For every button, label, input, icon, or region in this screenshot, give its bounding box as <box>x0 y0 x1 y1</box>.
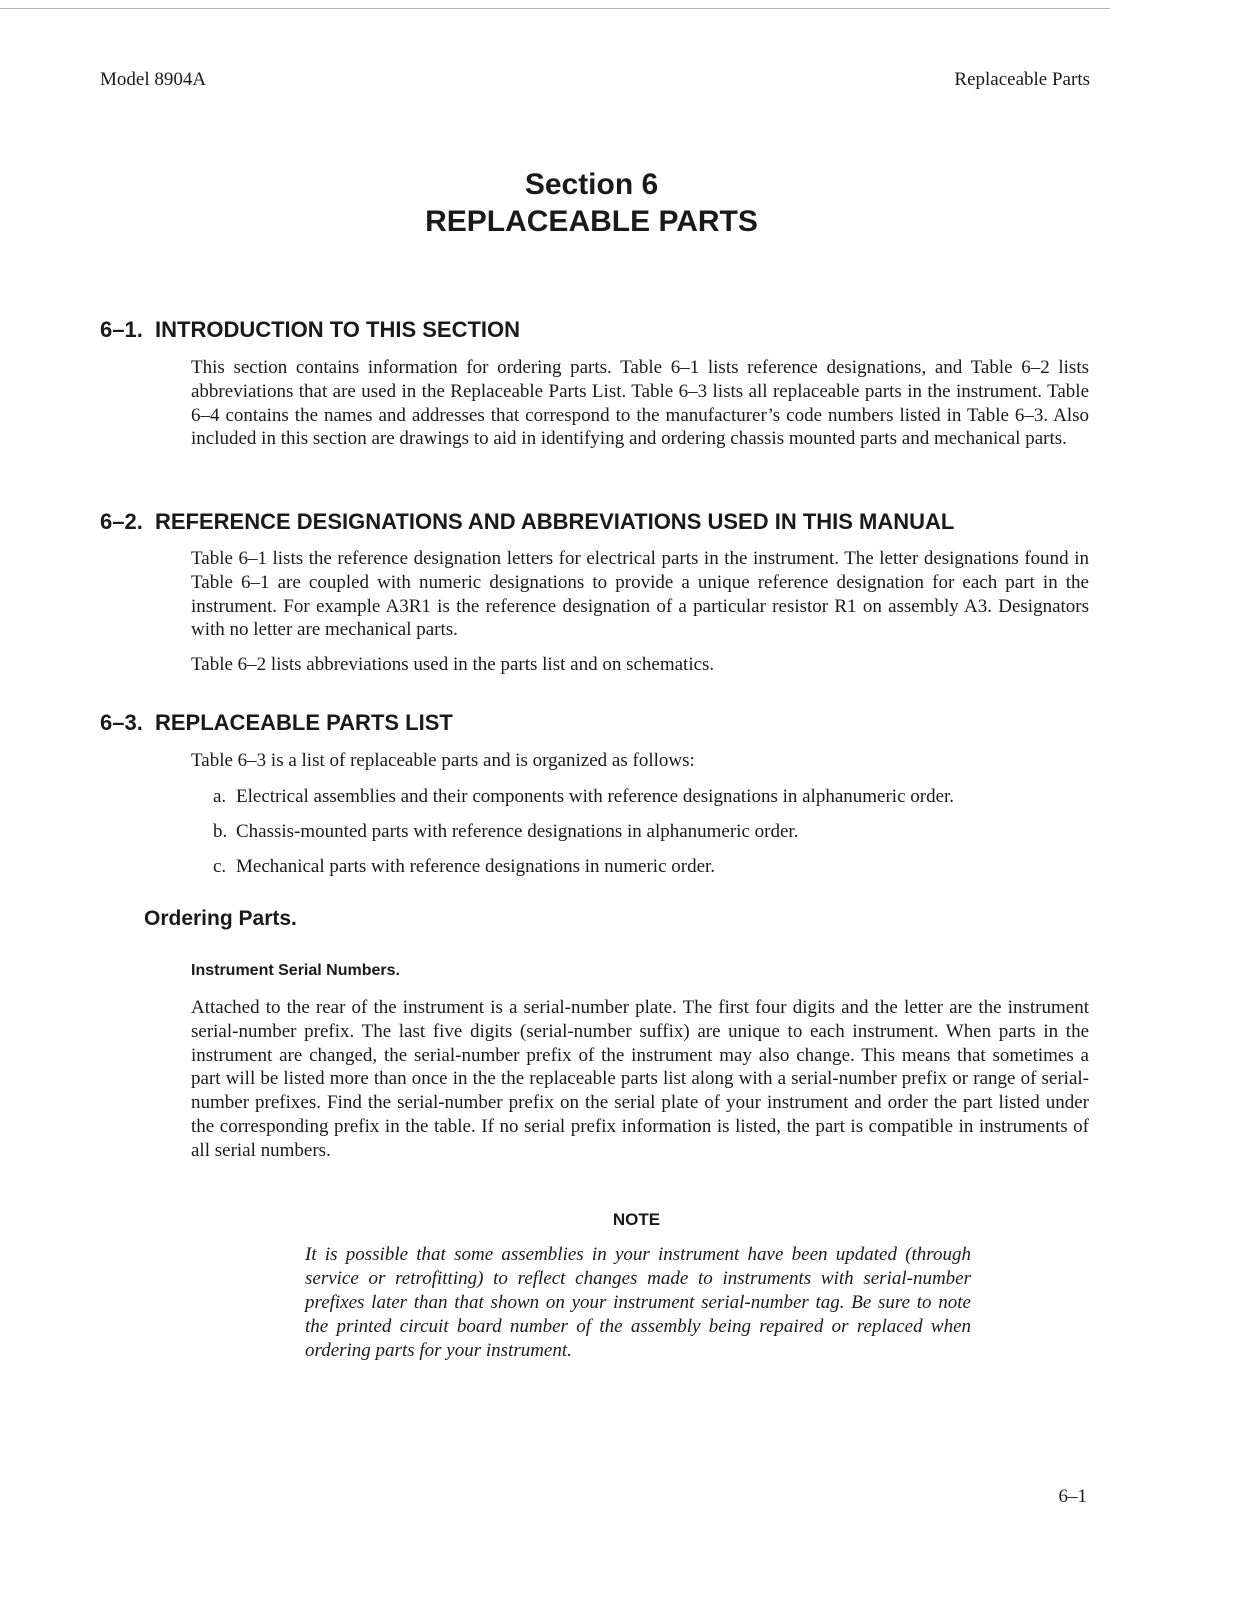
heading-6-3 <box>100 710 453 736</box>
page-number: 6–1 <box>1058 1486 1087 1507</box>
running-header-chapter: Replaceable Parts <box>954 69 1090 90</box>
section-title-name: REPLACEABLE PARTS <box>425 205 758 238</box>
heading-6-1 <box>100 317 520 343</box>
list-marker: b. <box>213 821 228 842</box>
list-item <box>213 855 1093 879</box>
list-item <box>213 785 1093 809</box>
serial-numbers-paragraph: Attached to the rear of the instrument is a serial-number plate. The first four digits and the letter are the instrument serial-number prefix. The last five digits (serial-number suffix) are unique to each instrument. When parts in the instrument are changed, the serial-number prefix of the instrument may also change. This means that sometimes a part will be listed more than once in the the replaceable parts list along with a serial-number prefix or range of serial-number prefixes. Find the serial-number prefix on the serial plate of your instrument and order the part listed under the corresponding prefix in the table. If no serial prefix information is listed, the part is compatible in instruments of all serial numbers. <box>191 997 1089 1161</box>
list-text: Mechanical parts with reference designations in numeric order. <box>236 856 716 877</box>
running-header-model: Model 8904A <box>100 69 207 90</box>
ordering-parts-heading: Ordering Parts. <box>144 907 297 930</box>
note-heading: NOTE <box>612 1210 661 1229</box>
list-item <box>213 820 1093 844</box>
heading-6-2 <box>100 509 954 535</box>
list-text: Electrical assemblies and their components with reference designations in alphanumeric order. <box>236 786 955 807</box>
note-body: It is possible that some assemblies in your instrument have been updated (through service or retrofitting) to reflect changes made to instruments with serial-number prefixes later than that shown on your instrument serial-number tag. Be sure to note the printed circuit board number of the assembly being repaired or replaced when ordering parts for your instrument. <box>305 1244 971 1361</box>
list-text: Chassis-mounted parts with reference designations in alphanumeric order. <box>236 821 799 842</box>
heading-number: 6–1. <box>100 317 143 342</box>
heading-number: 6–2. <box>100 509 143 534</box>
heading-number: 6–3. <box>100 710 143 735</box>
abbreviations-paragraph: Table 6–2 lists abbreviations used in the parts list and on schematics. <box>191 654 715 675</box>
heading-text: REFERENCE DESIGNATIONS AND ABBREVIATIONS USED IN THIS MANUAL <box>155 509 955 534</box>
heading-text: INTRODUCTION TO THIS SECTION <box>155 317 521 342</box>
parts-list-intro: Table 6–3 is a list of replaceable parts and is organized as follows: <box>191 750 695 771</box>
heading-text: REPLACEABLE PARTS LIST <box>155 710 453 735</box>
top-rule <box>0 8 1110 9</box>
intro-paragraph: This section contains information for ordering parts. Table 6–1 lists reference designations, and Table 6–2 lists abbreviations that are used in the Replaceable Parts List. Table 6–3 lists all replaceable parts in the instrument. Table 6–4 contains the names and addresses that correspond to the manufacturer’s code numbers listed in Table 6–3. Also included in this section are drawings to aid in identifying and ordering chassis mounted parts and mechanical parts. <box>191 357 1089 450</box>
serial-numbers-subheading: Instrument Serial Numbers. <box>191 962 400 979</box>
list-marker: c. <box>213 856 227 877</box>
list-marker: a. <box>213 786 227 807</box>
section-title-number: Section 6 <box>524 168 659 201</box>
reference-designations-paragraph: Table 6–1 lists the reference designation letters for electrical parts in the instrument. The letter designations found in Table 6–1 are coupled with numeric designations to provide a unique reference designation for each part in the instrument. For example A3R1 is the reference designation of a particular resistor R1 on assembly A3. Designators with no letter are mechanical parts. <box>191 548 1089 641</box>
section-title <box>0 166 1183 240</box>
